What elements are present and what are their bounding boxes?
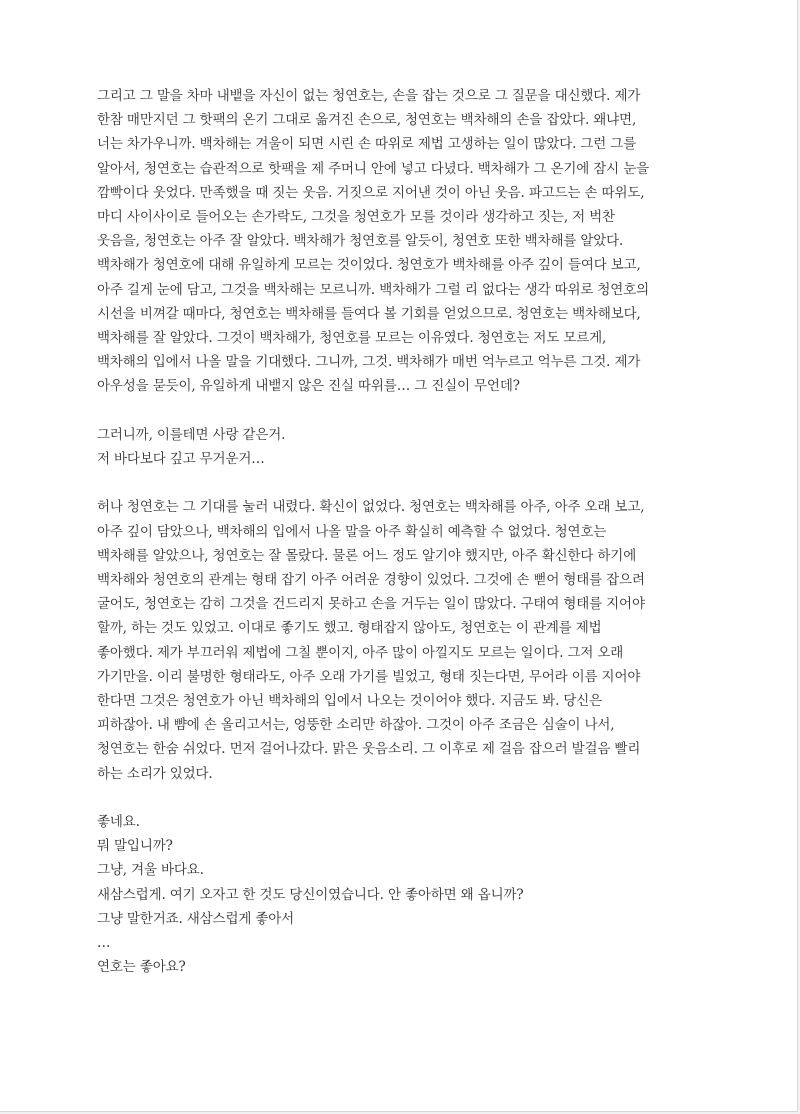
dialogue-line: 새삼스럽게. 여기 오자고 한 것도 당신이였습니다. 안 좋아하면 왜 옵니까?: [97, 886, 524, 903]
text-line: 허나 청연호는 그 기대를 눌러 내렸다. 확신이 없었다. 청연호는 백차해를 아주, 아주 오래 보고,: [97, 499, 645, 516]
text-line: 한참 매만지던 그 핫팩의 온기 그대로 옮겨진 손으로, 청연호는 백차해의 손을 잡았다. 왜냐면,: [97, 112, 637, 129]
text-line: 알아서, 청연호는 습관적으로 핫팩을 제 주머니 안에 넣고 다녔다. 백차해가 그 온기에 잠시 눈을: [97, 160, 649, 177]
text-line: 마디 사이사이로 들어오는 손가락도, 그것을 청연호가 모를 것이라 생각하고 짓는, 저 벅찬: [97, 209, 615, 226]
dialogue-block-1: [97, 423, 737, 471]
dialogue-line: 연호는 좋아요?: [97, 959, 186, 976]
paragraph-2: [97, 495, 737, 785]
text-line: 백차해를 잘 알았다. 그것이 백차해가, 청연호를 모르는 이유였다. 청연호는 저도 모르게,: [97, 330, 607, 347]
text-line: 시선을 비껴갈 때마다, 청연호는 백차해를 들여다 볼 기회를 얻었으므로. 청연호는 백차해보다,: [97, 305, 641, 322]
dialogue-block-2: [97, 810, 737, 979]
text-line: 깜빡이다 웃었다. 만족했을 때 짓는 웃음. 거짓으로 지어낸 것이 아닌 웃음. 파고드는 손 따위도,: [97, 184, 645, 201]
dialogue-line: 그냥 말한거죠. 새삼스럽게 좋아서: [97, 910, 295, 927]
blank-line: [97, 786, 737, 810]
text-line: 너는 차가우니까. 백차해는 겨울이 되면 시린 손 따위로 제법 고생하는 일이 많았다. 그런 그를: [97, 136, 637, 153]
dialogue-line: 좋네요.: [97, 814, 140, 831]
dialogue-line: 뭐 말입니까?: [97, 838, 173, 855]
text-line: 백차해가 청연호에 대해 유일하게 모르는 것이었다. 청연호가 백차해를 아주 깊이 들여다 보고,: [97, 257, 641, 274]
text-line: 청연호는 한숨 쉬었다. 먼저 걸어나갔다. 맑은 웃음소리. 그 이후로 제 걸음 잡으러 발걸음 빨리: [97, 741, 641, 758]
text-line: 백차해와 청연호의 관계는 형태 잡기 아주 어려운 경향이 있었다. 그것에 손 뻗어 형태를 잡으려: [97, 572, 645, 589]
text-line: 한다면 그것은 청연호가 아닌 백차해의 입에서 나오는 것이어야 했다. 지금도 봐. 당신은: [97, 693, 603, 710]
text-line: 백차해를 알았으나, 청연호는 잘 몰랐다. 물론 어느 정도 알기야 했지만, 아주 확신한다 하기에: [97, 547, 637, 564]
paragraph-1: [97, 84, 737, 399]
dialogue-line: 저 바다보다 깊고 무거운거…: [97, 451, 265, 468]
text-line: 아주 깊이 담았으나, 백차해의 입에서 나올 말을 아주 확실히 예측할 수 없었다. 청연호는: [97, 523, 607, 540]
document-body: [97, 84, 737, 979]
dialogue-line: 그러니까, 이를테면 사랑 같은거.: [97, 426, 286, 443]
text-line: 아주 길게 눈에 담고, 그것을 백차해는 모르니까. 백차해가 그럴 리 없다는 생각 따위로 청연호의: [97, 281, 649, 298]
text-line: 굴어도, 청연호는 감히 그것을 건드리지 못하고 손을 거두는 일이 많았다. 구태여 형태를 지어야: [97, 596, 645, 613]
blank-line: [97, 399, 737, 423]
dialogue-line: 그냥, 겨울 바다요.: [97, 862, 204, 879]
text-line: 좋아했다. 제가 부끄러워 제법에 그칠 뿐이지, 아주 많이 아낄지도 모르는 일이다. 그저 오래: [97, 644, 624, 661]
text-line: 가기만을. 이리 불명한 형태라도, 아주 오래 가기를 빌었고, 형태 짓는다면, 무어라 이름 지어야: [97, 668, 641, 685]
text-line: 하는 소리가 있었다.: [97, 765, 213, 782]
text-line: 웃음을, 청연호는 아주 잘 알았다. 백차해가 청연호를 알듯이, 청연호 또한 백차해를 알았다.: [97, 233, 624, 250]
text-line: 할까, 하는 것도 있었고. 이대로 좋기도 했고. 형태잡지 않아도, 청연호는 이 관계를 제법: [97, 620, 602, 637]
text-line: 그리고 그 말을 차마 내뱉을 자신이 없는 청연호는, 손을 잡는 것으로 그 질문을 대신했다. 제가: [97, 88, 641, 104]
text-line: 피하잖아. 내 뺨에 손 올리고서는, 엉뚱한 소리만 하잖아. 그것이 아주 조금은 심술이 나서,: [97, 717, 615, 734]
blank-line: [97, 471, 737, 495]
text-line: 백차해의 입에서 나올 말을 기대했다. 그니까, 그것. 백차해가 매번 억누르고 억누른 그것. 제가: [97, 354, 641, 371]
dialogue-line: …: [97, 935, 111, 952]
text-line: 아우성을 묻듯이, 유일하게 내뱉지 않은 진실 따위를… 그 진실이 무언데?: [97, 378, 520, 395]
